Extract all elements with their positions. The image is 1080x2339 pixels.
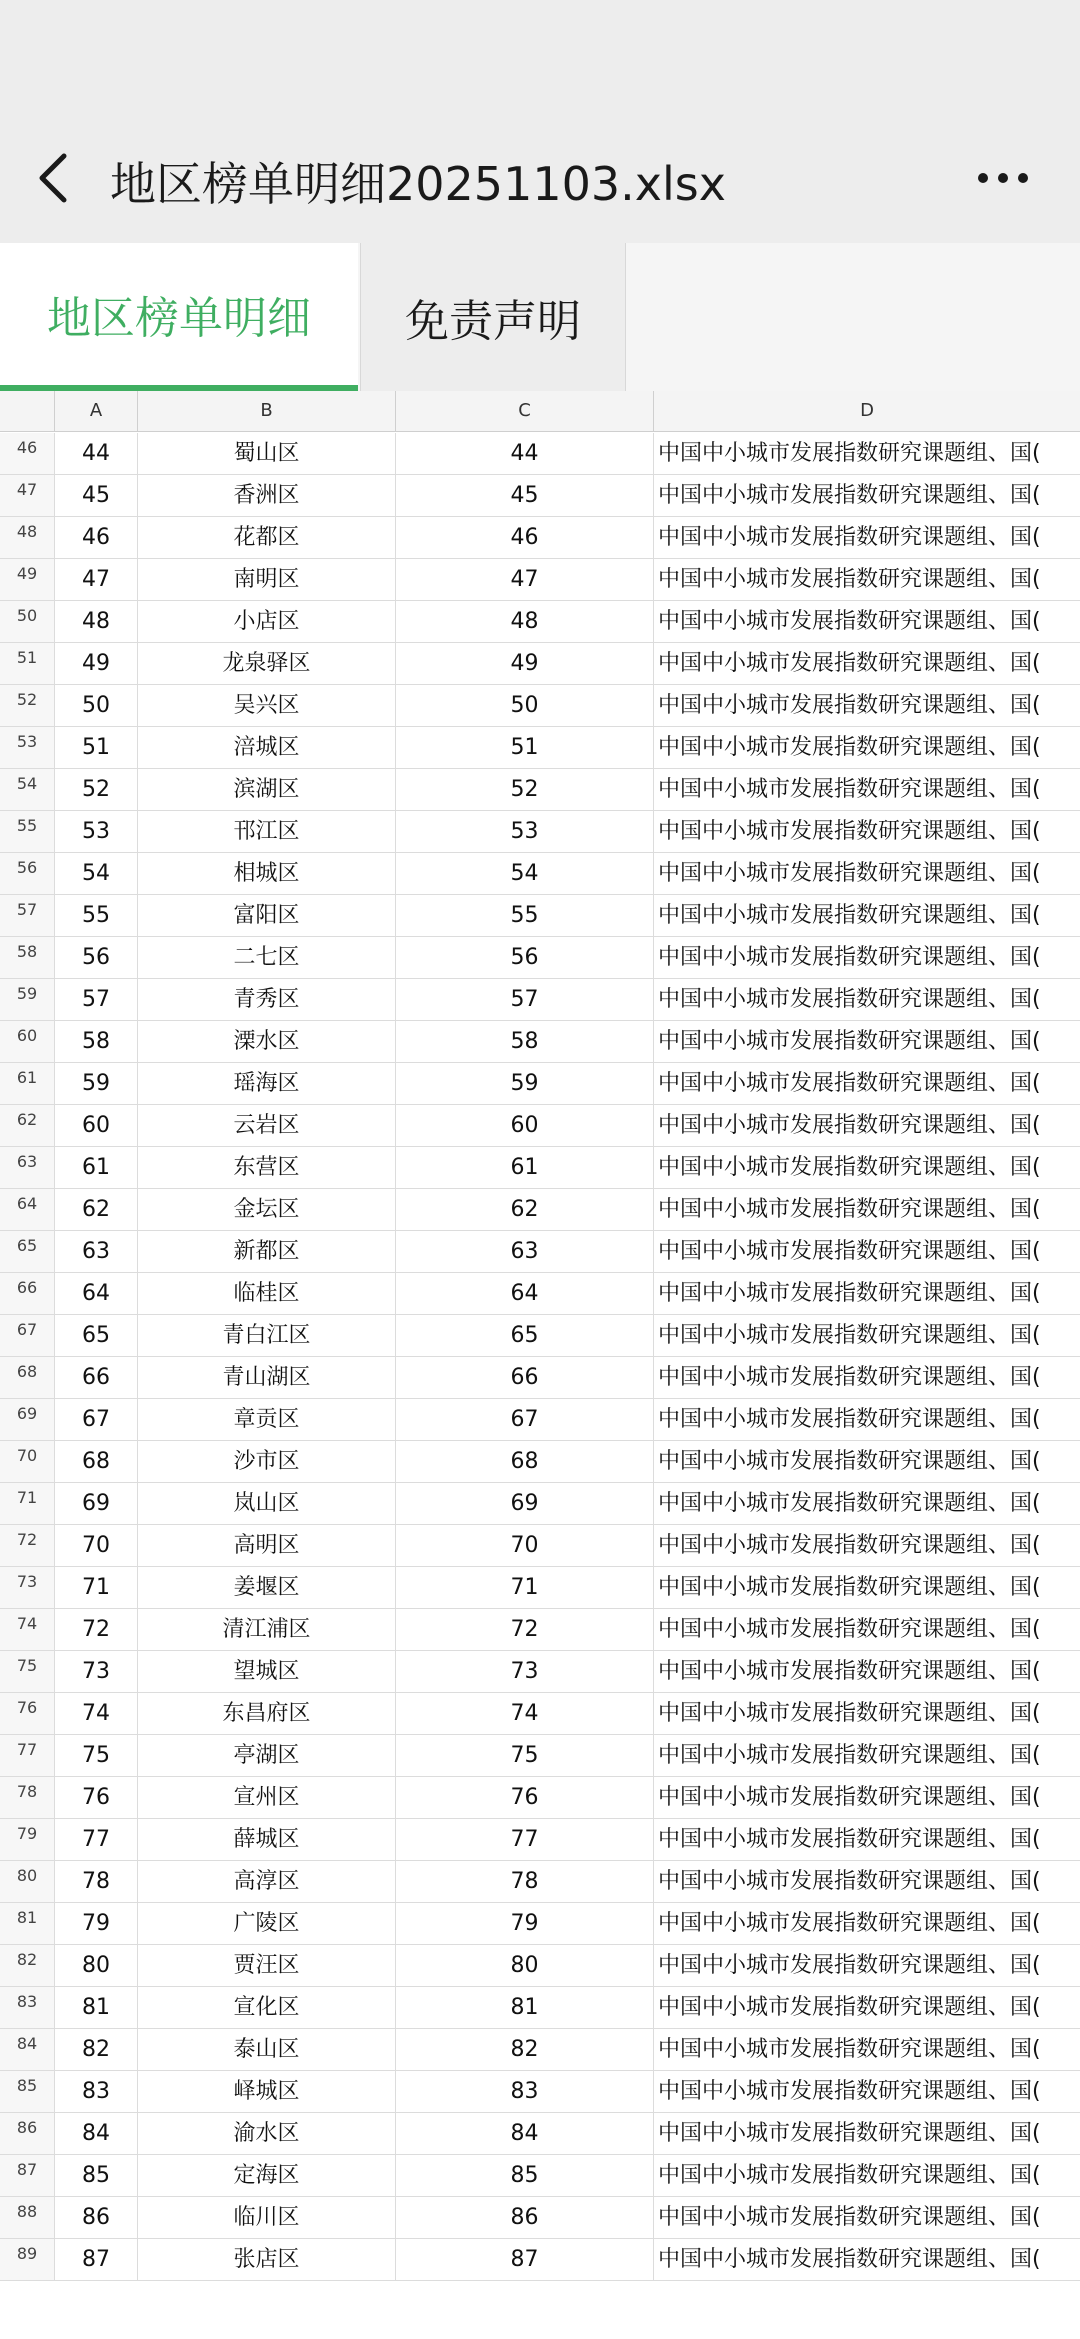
cell-c[interactable]: 72 [396, 1609, 654, 1650]
cell-d[interactable]: 中国中小城市发展指数研究课题组、国( [658, 1071, 1041, 1096]
cell-d[interactable]: 中国中小城市发展指数研究课题组、国( [658, 2079, 1041, 2104]
cell-c[interactable]: 81 [396, 1987, 654, 2028]
cell-c[interactable]: 76 [396, 1777, 654, 1818]
table-row [0, 2239, 1080, 2281]
cell-d[interactable]: 中国中小城市发展指数研究课题组、国( [658, 1113, 1041, 1138]
cell-c[interactable]: 44 [396, 433, 654, 474]
cell-c[interactable]: 61 [396, 1147, 654, 1188]
row-number-cell[interactable]: 60 [0, 1021, 55, 1062]
row-number-cell[interactable]: 50 [0, 601, 55, 642]
row-number-cell[interactable]: 79 [0, 1819, 55, 1860]
cell-c[interactable]: 80 [396, 1945, 654, 1986]
table-row [0, 1903, 1080, 1945]
cell-d[interactable]: 中国中小城市发展指数研究课题组、国( [658, 1197, 1041, 1222]
cell-d[interactable]: 中国中小城市发展指数研究课题组、国( [658, 1659, 1041, 1684]
cell-d[interactable]: 中国中小城市发展指数研究课题组、国( [658, 693, 1041, 718]
cell-c[interactable]: 86 [396, 2197, 654, 2238]
cell-a[interactable]: 71 [55, 1567, 138, 1608]
cell-d[interactable]: 中国中小城市发展指数研究课题组、国( [658, 567, 1041, 592]
table-row [0, 1273, 1080, 1315]
cell-a[interactable]: 54 [55, 853, 138, 894]
cell-b[interactable]: 龙泉驿区 [138, 643, 396, 684]
table-row [0, 1021, 1080, 1063]
column-header-b[interactable]: B [138, 391, 396, 431]
row-number-cell[interactable]: 52 [0, 685, 55, 726]
table-row [0, 2113, 1080, 2155]
row-number-cell[interactable]: 54 [0, 769, 55, 810]
sheet-tab-bar [0, 243, 1080, 391]
cell-a[interactable]: 53 [55, 811, 138, 852]
cell-c[interactable]: 55 [396, 895, 654, 936]
table-row [0, 1651, 1080, 1693]
cell-b[interactable]: 张店区 [138, 2239, 396, 2280]
cell-c[interactable]: 53 [396, 811, 654, 852]
cell-c[interactable]: 57 [396, 979, 654, 1020]
cell-d[interactable]: 中国中小城市发展指数研究课题组、国( [658, 1785, 1041, 1810]
cell-b[interactable]: 青山湖区 [138, 1357, 396, 1398]
row-number-cell[interactable]: 62 [0, 1105, 55, 1146]
cell-b[interactable]: 临川区 [138, 2197, 396, 2238]
table-row [0, 1105, 1080, 1147]
cell-a[interactable]: 46 [55, 517, 138, 558]
cell-b[interactable]: 邗江区 [138, 811, 396, 852]
cell-a[interactable]: 61 [55, 1147, 138, 1188]
cell-a[interactable]: 75 [55, 1735, 138, 1776]
row-number-cell[interactable]: 51 [0, 643, 55, 684]
cell-d[interactable]: 中国中小城市发展指数研究课题组、国( [658, 1743, 1041, 1768]
cell-d[interactable]: 中国中小城市发展指数研究课题组、国( [658, 1281, 1041, 1306]
row-number-cell[interactable]: 72 [0, 1525, 55, 1566]
cell-b[interactable]: 薛城区 [138, 1819, 396, 1860]
cell-d[interactable]: 中国中小城市发展指数研究课题组、国( [658, 1575, 1041, 1600]
cell-a[interactable]: 57 [55, 979, 138, 1020]
cell-c[interactable]: 48 [396, 601, 654, 642]
table-row [0, 475, 1080, 517]
row-number-cell[interactable]: 73 [0, 1567, 55, 1608]
cell-d[interactable]: 中国中小城市发展指数研究课题组、国( [658, 1407, 1041, 1432]
cell-b[interactable]: 溧水区 [138, 1021, 396, 1062]
table-row [0, 1315, 1080, 1357]
cell-a[interactable]: 48 [55, 601, 138, 642]
cell-b[interactable]: 云岩区 [138, 1105, 396, 1146]
cell-b[interactable]: 蜀山区 [138, 433, 396, 474]
more-options-icon[interactable] [975, 170, 1031, 186]
table-row [0, 1525, 1080, 1567]
table-row [0, 1441, 1080, 1483]
table-row [0, 853, 1080, 895]
table-row [0, 2029, 1080, 2071]
cell-c[interactable]: 73 [396, 1651, 654, 1692]
cell-c[interactable]: 56 [396, 937, 654, 978]
cell-c[interactable]: 85 [396, 2155, 654, 2196]
cell-b[interactable]: 南明区 [138, 559, 396, 600]
cell-a[interactable]: 68 [55, 1441, 138, 1482]
cell-a[interactable]: 51 [55, 727, 138, 768]
table-row [0, 1357, 1080, 1399]
row-number-cell[interactable]: 74 [0, 1609, 55, 1650]
cell-d[interactable]: 中国中小城市发展指数研究课题组、国( [658, 2121, 1041, 2146]
cell-c[interactable]: 68 [396, 1441, 654, 1482]
table-row [0, 643, 1080, 685]
cell-b[interactable]: 青秀区 [138, 979, 396, 1020]
row-number-cell[interactable]: 77 [0, 1735, 55, 1776]
row-number-cell[interactable]: 46 [0, 433, 55, 474]
cell-a[interactable]: 69 [55, 1483, 138, 1524]
cell-d[interactable]: 中国中小城市发展指数研究课题组、国( [658, 2247, 1041, 2272]
cell-c[interactable]: 79 [396, 1903, 654, 1944]
cell-a[interactable]: 56 [55, 937, 138, 978]
cell-b[interactable]: 东营区 [138, 1147, 396, 1188]
table-row [0, 937, 1080, 979]
cell-c[interactable]: 71 [396, 1567, 654, 1608]
cell-b[interactable]: 章贡区 [138, 1399, 396, 1440]
table-row [0, 811, 1080, 853]
row-number-cell[interactable]: 75 [0, 1651, 55, 1692]
cell-a[interactable]: 80 [55, 1945, 138, 1986]
cell-a[interactable]: 86 [55, 2197, 138, 2238]
cell-c[interactable]: 77 [396, 1819, 654, 1860]
cell-b[interactable]: 花都区 [138, 517, 396, 558]
table-row [0, 1063, 1080, 1105]
table-row [0, 1735, 1080, 1777]
table-row [0, 1693, 1080, 1735]
cell-b[interactable]: 峄城区 [138, 2071, 396, 2112]
table-row [0, 685, 1080, 727]
cell-d[interactable]: 中国中小城市发展指数研究课题组、国( [658, 609, 1041, 634]
cell-b[interactable]: 吴兴区 [138, 685, 396, 726]
cell-a[interactable]: 83 [55, 2071, 138, 2112]
cell-b[interactable]: 广陵区 [138, 1903, 396, 1944]
cell-c[interactable]: 67 [396, 1399, 654, 1440]
cell-c[interactable]: 45 [396, 475, 654, 516]
cell-d[interactable]: 中国中小城市发展指数研究课题组、国( [658, 735, 1041, 760]
column-header-a[interactable]: A [55, 391, 138, 431]
cell-d[interactable]: 中国中小城市发展指数研究课题组、国( [658, 2163, 1041, 2188]
table-row [0, 601, 1080, 643]
cell-c[interactable]: 52 [396, 769, 654, 810]
cell-a[interactable]: 70 [55, 1525, 138, 1566]
cell-b[interactable]: 富阳区 [138, 895, 396, 936]
cell-a[interactable]: 82 [55, 2029, 138, 2070]
cell-b[interactable]: 相城区 [138, 853, 396, 894]
cell-b[interactable]: 新都区 [138, 1231, 396, 1272]
cell-a[interactable]: 58 [55, 1021, 138, 1062]
cell-b[interactable]: 高淳区 [138, 1861, 396, 1902]
table-row [0, 1777, 1080, 1819]
table-row [0, 2155, 1080, 2197]
cell-c[interactable]: 78 [396, 1861, 654, 1902]
cell-c[interactable]: 50 [396, 685, 654, 726]
cell-d[interactable]: 中国中小城市发展指数研究课题组、国( [658, 1533, 1041, 1558]
column-header-row [0, 391, 1080, 432]
row-number-cell[interactable]: 81 [0, 1903, 55, 1944]
cell-a[interactable]: 73 [55, 1651, 138, 1692]
table-row [0, 2071, 1080, 2113]
corner-cell[interactable] [0, 391, 55, 431]
cell-a[interactable]: 87 [55, 2239, 138, 2280]
row-number-cell[interactable]: 76 [0, 1693, 55, 1734]
row-number-cell[interactable]: 66 [0, 1273, 55, 1314]
table-row [0, 559, 1080, 601]
cell-a[interactable]: 47 [55, 559, 138, 600]
cell-d[interactable]: 中国中小城市发展指数研究课题组、国( [658, 1953, 1041, 1978]
cell-c[interactable]: 60 [396, 1105, 654, 1146]
cell-a[interactable]: 78 [55, 1861, 138, 1902]
row-number-cell[interactable]: 56 [0, 853, 55, 894]
column-header-d[interactable]: D [860, 400, 874, 421]
cell-b[interactable]: 沙市区 [138, 1441, 396, 1482]
cell-b[interactable]: 宣化区 [138, 1987, 396, 2028]
cell-d[interactable]: 中国中小城市发展指数研究课题组、国( [658, 1995, 1041, 2020]
cell-a[interactable]: 63 [55, 1231, 138, 1272]
cell-d[interactable]: 中国中小城市发展指数研究课题组、国( [658, 1911, 1041, 1936]
cell-d[interactable]: 中国中小城市发展指数研究课题组、国( [658, 1155, 1041, 1180]
row-number-cell[interactable]: 86 [0, 2113, 55, 2154]
cell-a[interactable]: 52 [55, 769, 138, 810]
cell-a[interactable]: 76 [55, 1777, 138, 1818]
row-number-cell[interactable]: 63 [0, 1147, 55, 1188]
row-number-cell[interactable]: 67 [0, 1315, 55, 1356]
row-number-cell[interactable]: 71 [0, 1483, 55, 1524]
cell-b[interactable]: 滨湖区 [138, 769, 396, 810]
cell-c[interactable]: 63 [396, 1231, 654, 1272]
cell-c[interactable]: 65 [396, 1315, 654, 1356]
table-row [0, 979, 1080, 1021]
table-row [0, 1945, 1080, 1987]
cell-d[interactable]: 中国中小城市发展指数研究课题组、国( [658, 2205, 1041, 2230]
table-row [0, 1399, 1080, 1441]
cell-d[interactable]: 中国中小城市发展指数研究课题组、国( [658, 861, 1041, 886]
cell-c[interactable]: 70 [396, 1525, 654, 1566]
cell-a[interactable]: 66 [55, 1357, 138, 1398]
cell-d[interactable]: 中国中小城市发展指数研究课题组、国( [658, 945, 1041, 970]
row-number-cell[interactable]: 84 [0, 2029, 55, 2070]
cell-c[interactable]: 84 [396, 2113, 654, 2154]
cell-b[interactable]: 涪城区 [138, 727, 396, 768]
row-number-cell[interactable]: 85 [0, 2071, 55, 2112]
row-number-cell[interactable]: 57 [0, 895, 55, 936]
row-number-cell[interactable]: 70 [0, 1441, 55, 1482]
table-row [0, 1861, 1080, 1903]
row-number-cell[interactable]: 55 [0, 811, 55, 852]
cell-d[interactable]: 中国中小城市发展指数研究课题组、国( [658, 2037, 1041, 2062]
row-number-cell[interactable]: 59 [0, 979, 55, 1020]
cell-c[interactable]: 49 [396, 643, 654, 684]
row-number-cell[interactable]: 49 [0, 559, 55, 600]
row-number-cell[interactable]: 68 [0, 1357, 55, 1398]
cell-d[interactable]: 中国中小城市发展指数研究课题组、国( [658, 1323, 1041, 1348]
cell-a[interactable]: 72 [55, 1609, 138, 1650]
cell-c[interactable]: 83 [396, 2071, 654, 2112]
tab-disclaimer[interactable]: 免责声明 [360, 243, 626, 391]
cell-d[interactable]: 中国中小城市发展指数研究课题组、国( [658, 777, 1041, 802]
cell-c[interactable]: 69 [396, 1483, 654, 1524]
cell-d[interactable]: 中国中小城市发展指数研究课题组、国( [658, 651, 1041, 676]
cell-a[interactable]: 49 [55, 643, 138, 684]
cell-c[interactable]: 46 [396, 517, 654, 558]
cell-a[interactable]: 74 [55, 1693, 138, 1734]
cell-a[interactable]: 85 [55, 2155, 138, 2196]
table-row [0, 769, 1080, 811]
cell-b[interactable]: 清江浦区 [138, 1609, 396, 1650]
table-row [0, 2197, 1080, 2239]
row-number-cell[interactable]: 64 [0, 1189, 55, 1230]
cell-c[interactable]: 54 [396, 853, 654, 894]
cell-b[interactable]: 东昌府区 [138, 1693, 396, 1734]
cell-a[interactable]: 81 [55, 1987, 138, 2028]
cell-d[interactable]: 中国中小城市发展指数研究课题组、国( [658, 1365, 1041, 1390]
cell-b[interactable]: 渝水区 [138, 2113, 396, 2154]
cell-b[interactable]: 瑶海区 [138, 1063, 396, 1104]
cell-a[interactable]: 60 [55, 1105, 138, 1146]
cell-b[interactable]: 小店区 [138, 601, 396, 642]
cell-a[interactable]: 84 [55, 2113, 138, 2154]
cell-a[interactable]: 64 [55, 1273, 138, 1314]
cell-a[interactable]: 44 [55, 433, 138, 474]
row-number-cell[interactable]: 58 [0, 937, 55, 978]
cell-c[interactable]: 66 [396, 1357, 654, 1398]
cell-b[interactable]: 岚山区 [138, 1483, 396, 1524]
cell-c[interactable]: 75 [396, 1735, 654, 1776]
table-row [0, 433, 1080, 475]
row-number-cell[interactable]: 80 [0, 1861, 55, 1902]
table-row [0, 1147, 1080, 1189]
table-row [0, 1609, 1080, 1651]
cell-d[interactable]: 中国中小城市发展指数研究课题组、国( [658, 1869, 1041, 1894]
row-number-cell[interactable]: 61 [0, 1063, 55, 1104]
table-row [0, 517, 1080, 559]
cell-a[interactable]: 50 [55, 685, 138, 726]
spreadsheet-grid[interactable] [0, 391, 1080, 2339]
cell-b[interactable]: 青白江区 [138, 1315, 396, 1356]
cell-a[interactable]: 77 [55, 1819, 138, 1860]
row-number-cell[interactable]: 88 [0, 2197, 55, 2238]
table-row [0, 727, 1080, 769]
cell-b[interactable]: 贾汪区 [138, 1945, 396, 1986]
cell-d[interactable]: 中国中小城市发展指数研究课题组、国( [658, 1029, 1041, 1054]
cell-b[interactable]: 望城区 [138, 1651, 396, 1692]
cell-d[interactable]: 中国中小城市发展指数研究课题组、国( [658, 987, 1041, 1012]
app-header [0, 0, 1080, 243]
row-number-cell[interactable]: 65 [0, 1231, 55, 1272]
table-row [0, 1231, 1080, 1273]
cell-b[interactable]: 宣州区 [138, 1777, 396, 1818]
cell-c[interactable]: 87 [396, 2239, 654, 2280]
cell-b[interactable]: 姜堰区 [138, 1567, 396, 1608]
cell-c[interactable]: 59 [396, 1063, 654, 1104]
row-number-cell[interactable]: 69 [0, 1399, 55, 1440]
cell-b[interactable]: 高明区 [138, 1525, 396, 1566]
row-number-cell[interactable]: 48 [0, 517, 55, 558]
tab-region-ranking-detail[interactable]: 地区榜单明细 [0, 243, 358, 391]
row-number-cell[interactable]: 47 [0, 475, 55, 516]
cell-b[interactable]: 金坛区 [138, 1189, 396, 1230]
row-number-cell[interactable]: 83 [0, 1987, 55, 2028]
row-number-cell[interactable]: 53 [0, 727, 55, 768]
cell-d[interactable]: 中国中小城市发展指数研究课题组、国( [658, 903, 1041, 928]
table-row [0, 1567, 1080, 1609]
cell-c[interactable]: 58 [396, 1021, 654, 1062]
cell-c[interactable]: 74 [396, 1693, 654, 1734]
cell-d[interactable]: 中国中小城市发展指数研究课题组、国( [658, 1827, 1041, 1852]
row-number-cell[interactable]: 82 [0, 1945, 55, 1986]
cell-d[interactable]: 中国中小城市发展指数研究课题组、国( [658, 1239, 1041, 1264]
table-row [0, 895, 1080, 937]
cell-b[interactable]: 定海区 [138, 2155, 396, 2196]
cell-d[interactable]: 中国中小城市发展指数研究课题组、国( [658, 1701, 1041, 1726]
cell-d[interactable]: 中国中小城市发展指数研究课题组、国( [658, 1491, 1041, 1516]
cell-c[interactable]: 62 [396, 1189, 654, 1230]
row-number-cell[interactable]: 89 [0, 2239, 55, 2280]
cell-a[interactable]: 55 [55, 895, 138, 936]
cell-c[interactable]: 47 [396, 559, 654, 600]
cell-c[interactable]: 51 [396, 727, 654, 768]
cell-c[interactable]: 64 [396, 1273, 654, 1314]
cell-b[interactable]: 泰山区 [138, 2029, 396, 2070]
cell-d[interactable]: 中国中小城市发展指数研究课题组、国( [658, 483, 1041, 508]
cell-a[interactable]: 45 [55, 475, 138, 516]
cell-c[interactable]: 82 [396, 2029, 654, 2070]
cell-d[interactable]: 中国中小城市发展指数研究课题组、国( [658, 1617, 1041, 1642]
cell-b[interactable]: 临桂区 [138, 1273, 396, 1314]
row-number-cell[interactable]: 78 [0, 1777, 55, 1818]
cell-b[interactable]: 香洲区 [138, 475, 396, 516]
cell-b[interactable]: 亭湖区 [138, 1735, 396, 1776]
cell-a[interactable]: 59 [55, 1063, 138, 1104]
row-number-cell[interactable]: 87 [0, 2155, 55, 2196]
cell-a[interactable]: 62 [55, 1189, 138, 1230]
table-row [0, 1189, 1080, 1231]
back-arrow-icon[interactable] [34, 152, 74, 204]
column-header-c[interactable]: C [396, 391, 654, 431]
cell-b[interactable]: 二七区 [138, 937, 396, 978]
cell-d[interactable]: 中国中小城市发展指数研究课题组、国( [658, 1449, 1041, 1474]
cell-a[interactable]: 79 [55, 1903, 138, 1944]
cell-a[interactable]: 65 [55, 1315, 138, 1356]
cell-a[interactable]: 67 [55, 1399, 138, 1440]
cell-d[interactable]: 中国中小城市发展指数研究课题组、国( [658, 441, 1041, 466]
table-row [0, 1483, 1080, 1525]
file-title: 地区榜单明细20251103.xlsx [110, 157, 726, 211]
table-row [0, 1819, 1080, 1861]
table-row [0, 1987, 1080, 2029]
cell-d[interactable]: 中国中小城市发展指数研究课题组、国( [658, 525, 1041, 550]
cell-d[interactable]: 中国中小城市发展指数研究课题组、国( [658, 819, 1041, 844]
